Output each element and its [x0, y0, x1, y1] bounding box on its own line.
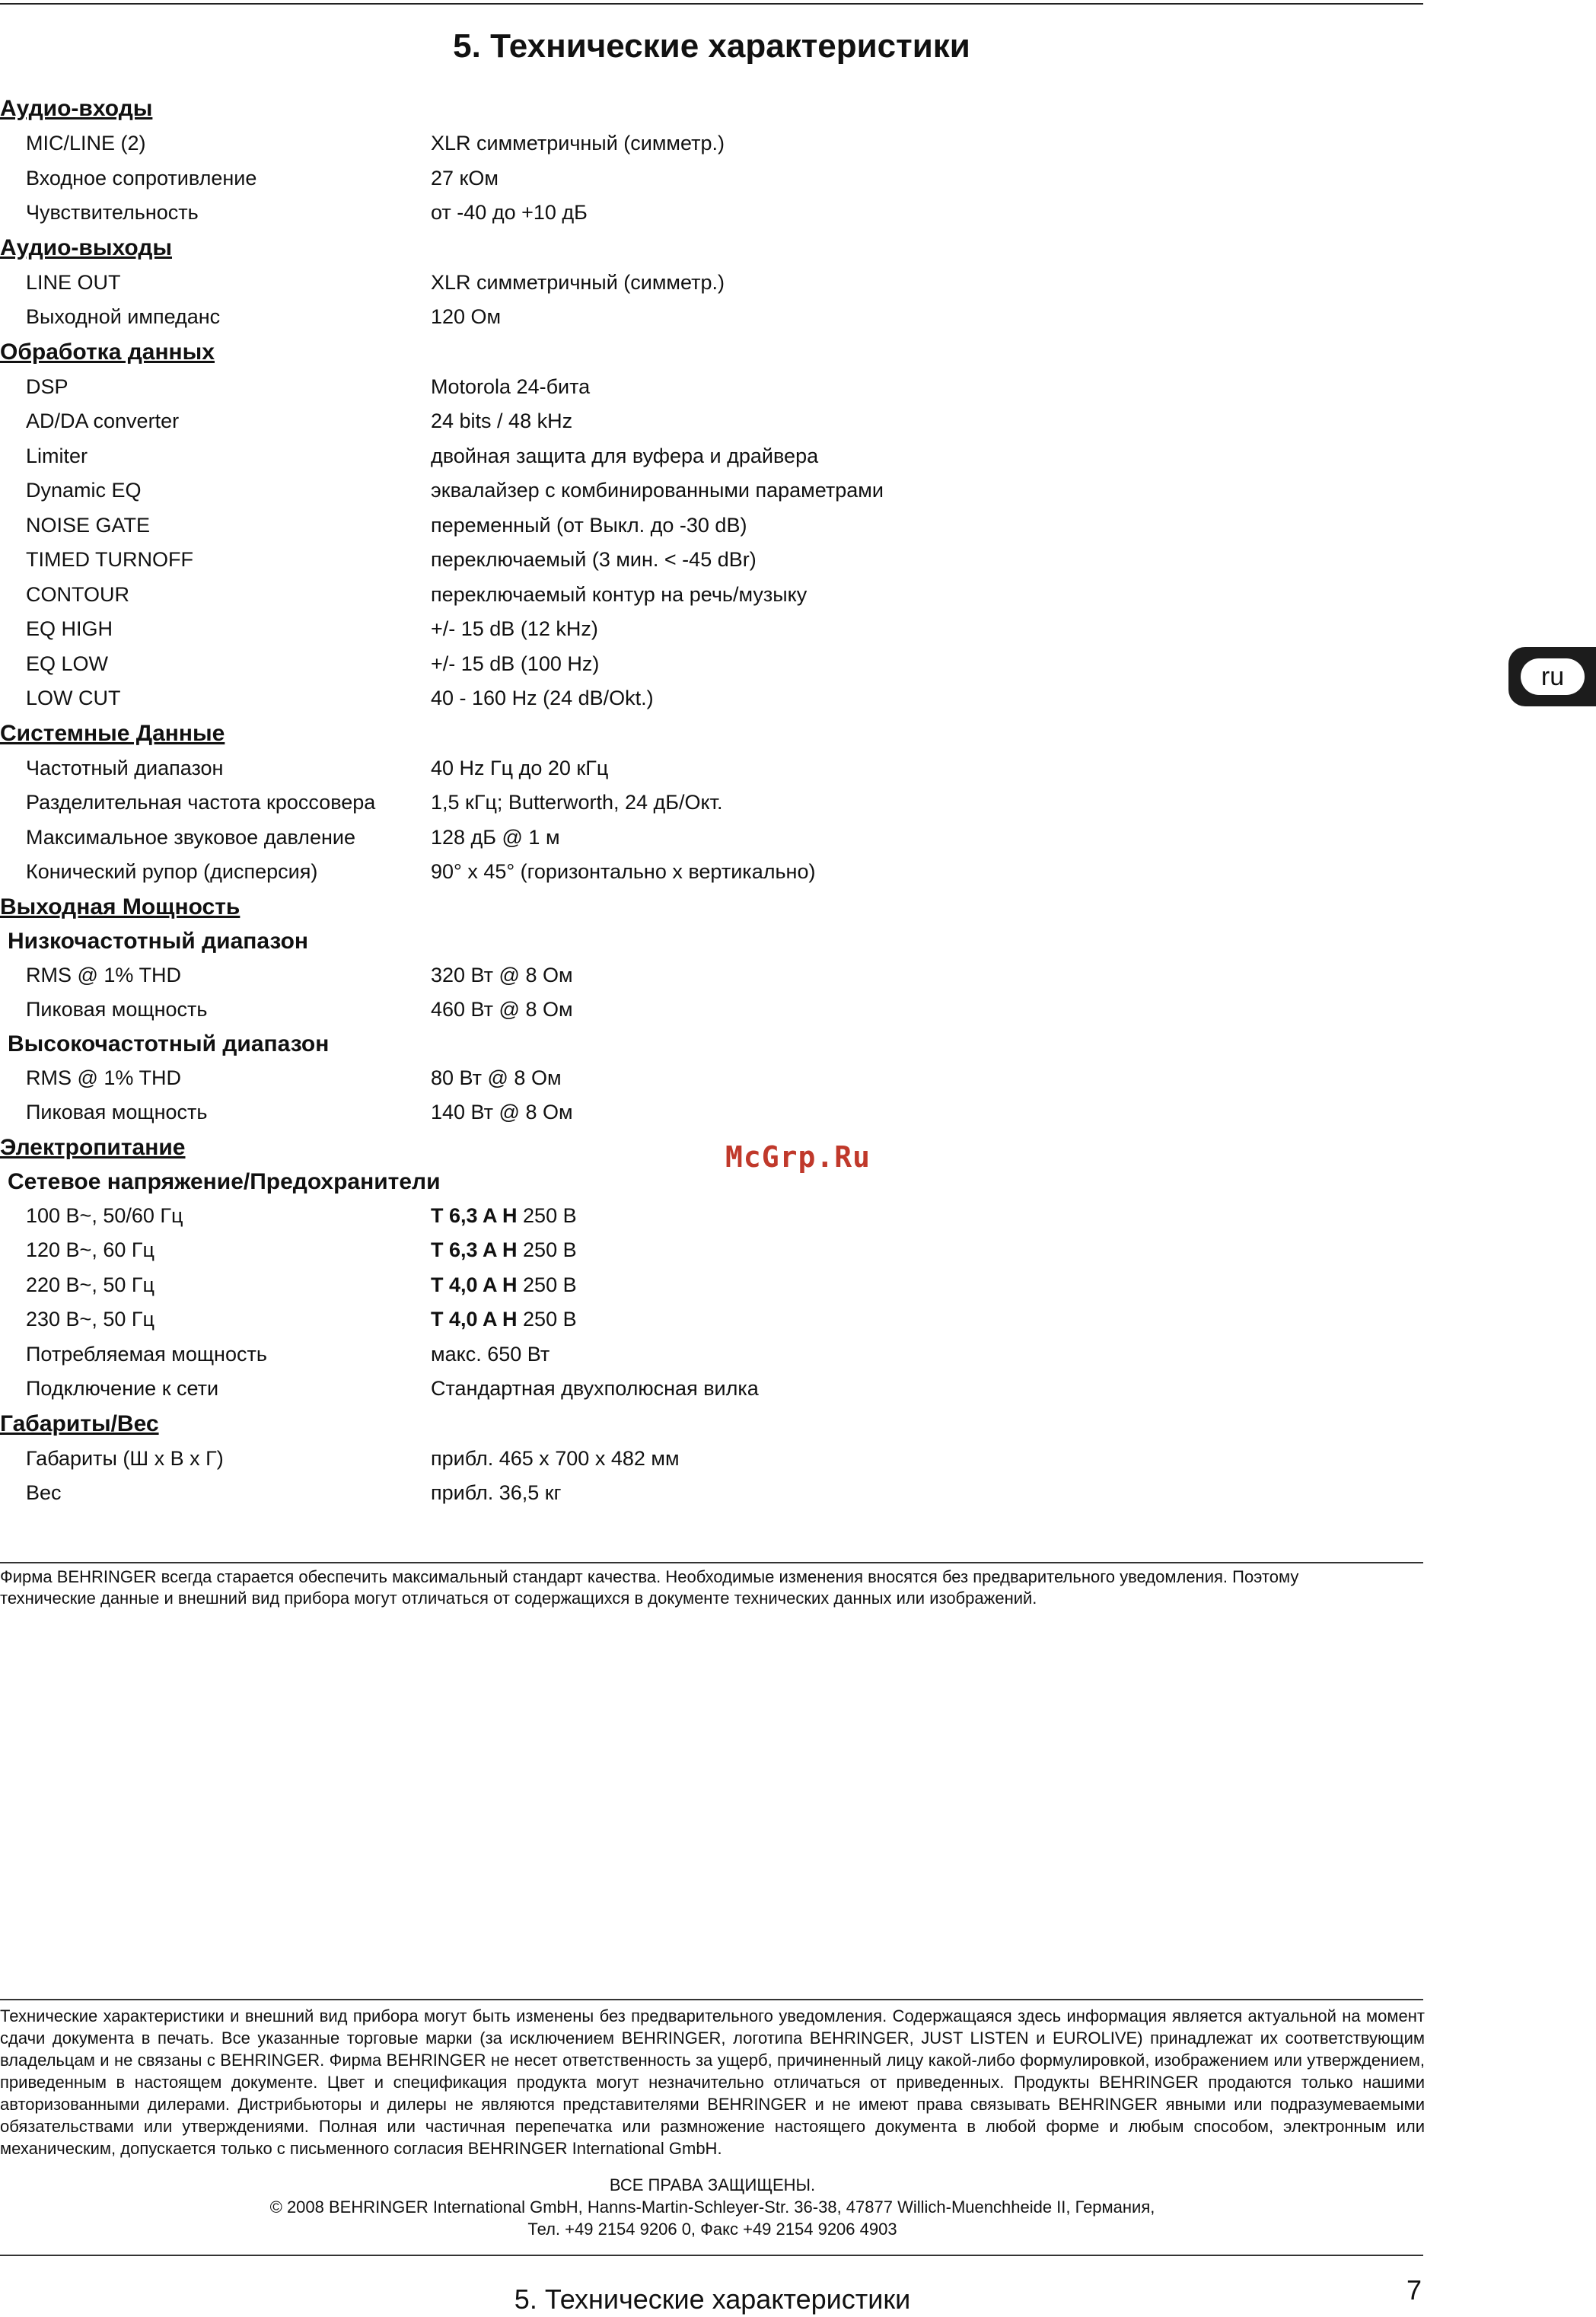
spec-value — [431, 993, 573, 1028]
spec-row — [0, 404, 1446, 439]
spec-value — [431, 508, 747, 543]
spec-label: LOW CUT — [26, 687, 121, 709]
spec-row — [0, 786, 1446, 821]
spec-value-text: макс. 650 Вт — [431, 1342, 550, 1366]
spec-value — [431, 266, 725, 301]
spec-row — [0, 439, 1446, 474]
spec-value-text: 120 Ом — [431, 305, 502, 328]
spec-row — [0, 543, 1446, 578]
spec-row — [0, 1199, 1446, 1234]
spec-value-text: 80 Вт @ 8 Ом — [431, 1066, 562, 1089]
spec-row — [0, 993, 1446, 1028]
spec-label: Чувствительность — [26, 201, 199, 224]
spec-value — [431, 1372, 759, 1407]
page-number: 7 — [1406, 2274, 1422, 2306]
quality-note — [0, 1566, 1425, 1609]
spec-value — [431, 300, 501, 335]
spec-value-bold: T 6,3 A H — [431, 1203, 518, 1227]
spec-value-bold: T 4,0 A H — [431, 1308, 518, 1331]
spec-label: Выходной импеданс — [26, 305, 221, 328]
spec-row — [0, 681, 1446, 716]
spec-value — [431, 543, 757, 578]
spec-row — [0, 612, 1446, 647]
spec-value-text: переменный (от Выкл. до -30 dB) — [431, 513, 747, 537]
spec-value-text: 250 В — [517, 1203, 577, 1227]
spec-value — [431, 439, 818, 474]
subsection-heading: Высокочастотный диапазон — [8, 1031, 330, 1057]
spec-value — [431, 404, 572, 439]
spec-label: Limiter — [26, 444, 88, 467]
spec-row — [0, 1372, 1446, 1407]
spec-label: MIC/LINE (2) — [26, 132, 146, 155]
spec-value-text: 24 bits / 48 kHz — [431, 410, 573, 432]
spec-value — [431, 958, 573, 993]
page-title: 5. Технические характеристики — [453, 27, 970, 65]
spec-value — [431, 751, 608, 786]
spec-label: TIMED TURNOFF — [26, 548, 193, 571]
subsection-heading: Сетевое напряжение/Предохранители — [8, 1168, 441, 1194]
note-line: технические данные и внешний вид прибора могут отличаться от содержащихся в документе технических данных или изображений. — [0, 1589, 1037, 1608]
spec-value-text: 90° x 45° (горизонтально x вертикально) — [431, 860, 816, 883]
section-heading: Аудио-выходы — [0, 234, 172, 260]
spec-value-text: 40 - 160 Hz (24 dB/Okt.) — [431, 687, 654, 709]
footer-title: 5. Технические характеристики — [514, 2284, 911, 2315]
spec-value-text: Стандартная двухполюсная вилка — [431, 1377, 759, 1400]
spec-value — [431, 1199, 577, 1234]
spec-value-bold: T 6,3 A H — [431, 1238, 518, 1261]
spec-label: AD/DA converter — [26, 410, 180, 432]
spec-value-text: 140 Вт @ 8 Ом — [431, 1101, 573, 1123]
spec-label: 220 В~, 50 Гц — [26, 1273, 155, 1296]
copyright-line: © 2008 BEHRINGER International GmbH, Hanns-Martin-Schleyer-Str. 36-38, 47877 Willich-Muenchheide II, Германия, — [269, 2197, 1155, 2217]
copyright-line: Тел. +49 2154 9206 0, Факс +49 2154 9206 4903 — [527, 2220, 897, 2239]
spec-row — [0, 578, 1446, 613]
spec-value — [431, 1095, 573, 1130]
copyright-block — [0, 2174, 1425, 2240]
spec-label: Частотный диапазон — [26, 756, 224, 779]
spec-label: Пиковая мощность — [26, 998, 208, 1021]
spec-value-text: 320 Вт @ 8 Ом — [431, 963, 573, 986]
spec-label: Потребляемая мощность — [26, 1342, 267, 1366]
section-heading: Системные Данные — [0, 720, 225, 746]
spec-value-text: от -40 до +10 дБ — [431, 201, 588, 224]
spec-label: EQ HIGH — [26, 617, 113, 640]
section-heading: Аудио-входы — [0, 96, 153, 121]
spec-value — [431, 161, 499, 196]
spec-label: Пиковая мощность — [26, 1101, 208, 1123]
top-rule — [0, 3, 1423, 5]
spec-value-text: XLR симметричный (симметр.) — [431, 270, 725, 294]
spec-value-bold: T 4,0 A H — [431, 1273, 518, 1296]
spec-value-text: переключаемый (3 мин. < -45 dBr) — [431, 548, 757, 571]
spec-value-text: 40 Hz Гц до 20 кГц — [431, 756, 609, 779]
spec-label: RMS @ 1% THD — [26, 963, 181, 986]
section-heading: Электропитание — [0, 1134, 186, 1160]
spec-value — [431, 786, 723, 821]
spec-value-text: +/- 15 dB (100 Hz) — [431, 652, 600, 675]
spec-value — [431, 1337, 550, 1372]
spec-value-text: двойная защита для вуфера и драйвера — [431, 444, 819, 467]
watermark: McGrp.Ru — [725, 1140, 871, 1174]
spec-value-text: переключаемый контур на речь/музыку — [431, 582, 808, 606]
spec-value — [431, 647, 599, 682]
spec-value-text: XLR симметричный (симметр.) — [431, 132, 725, 155]
spec-value-text: 250 В — [517, 1238, 577, 1261]
spec-value — [431, 1302, 577, 1337]
spec-value-text: эквалайзер с комбинированными параметрами — [431, 479, 884, 502]
spec-label: EQ LOW — [26, 652, 109, 675]
spec-label: CONTOUR — [26, 582, 130, 606]
spec-value — [431, 196, 588, 231]
spec-row — [0, 958, 1446, 993]
copyright-line: ВСЕ ПРАВА ЗАЩИЩЕНЫ. — [609, 2175, 816, 2194]
spec-row — [0, 1095, 1446, 1130]
spec-row — [0, 196, 1446, 231]
spec-row — [0, 1233, 1446, 1268]
spec-value-text: 128 дБ @ 1 м — [431, 825, 560, 849]
spec-row — [0, 161, 1446, 196]
spec-row — [0, 821, 1446, 856]
note-rule — [0, 1562, 1423, 1563]
spec-value — [431, 370, 590, 405]
spec-row — [0, 647, 1446, 682]
subsection-heading: Низкочастотный диапазон — [8, 928, 309, 954]
spec-label: Конический рупор (дисперсия) — [26, 860, 318, 883]
spec-value-text: 27 кОм — [431, 166, 499, 190]
spec-value — [431, 681, 654, 716]
spec-label: 230 В~, 50 Гц — [26, 1308, 155, 1331]
spec-row — [0, 473, 1446, 508]
spec-label: Максимальное звуковое давление — [26, 825, 355, 849]
spec-value — [431, 1476, 561, 1511]
spec-row — [0, 508, 1446, 543]
spec-row — [0, 1442, 1446, 1477]
spec-row — [0, 1302, 1446, 1337]
spec-label: LINE OUT — [26, 270, 121, 294]
spec-label: Dynamic EQ — [26, 479, 142, 502]
language-tab-label: ru — [1521, 658, 1585, 695]
spec-value — [431, 821, 560, 856]
spec-label: NOISE GATE — [26, 513, 151, 537]
section-heading: Выходная Мощность — [0, 894, 241, 919]
note-line: Фирма BEHRINGER всегда старается обеспечить максимальный стандарт качества. Необходимые изменения вносятся без предварительного уведомления. Поэтому — [0, 1567, 1299, 1586]
spec-value-text: 460 Вт @ 8 Ом — [431, 998, 573, 1021]
spec-row — [0, 300, 1446, 335]
footer-rule — [0, 2255, 1423, 2256]
spec-row — [0, 1268, 1446, 1303]
spec-label: 100 В~, 50/60 Гц — [26, 1203, 183, 1227]
spec-row — [0, 1061, 1446, 1096]
spec-label: RMS @ 1% THD — [26, 1066, 181, 1089]
spec-value — [431, 1268, 577, 1303]
spec-value-text: 250 В — [517, 1273, 577, 1296]
legal-text: Технические характеристики и внешний вид прибора могут быть изменены без предварительного уведомления. Содержащаяся здесь информация является актуальной на момент сдачи документа в печать. Все указанные торговые марки (за исключением BEHRINGER, логотипа BEHRINGER, JUST LISTEN и EUROLIVE) принадлежат их соответствующим владельцам и не связаны с BEHRINGER. Фирма BEHRINGER не несет ответственность за ущерб, причиненный лицу какой-либо формулировкой, изображением или утверждением, приведенным в настоящем документе. Цвет и спецификация продукта могут незначительно отличаться от приведенных. Продукты BEHRINGER продаются только нашими авторизованными дилерами. Дистрибьюторы и дилеры не являются представителями BEHRINGER и не имеют права связывать BEHRINGER явными или подразумеваемыми обязательствами или утверждениями. Полная или частичная перепечатка или размножение настоящего документа в любой форме и любым способом, электронным или механическим, допускается только с письменного согласия BEHRINGER International GmbH. — [0, 2006, 1425, 2158]
spec-row — [0, 855, 1446, 890]
spec-value-text: прибл. 36,5 кг — [431, 1481, 562, 1504]
spec-label: 120 В~, 60 Гц — [26, 1238, 155, 1261]
spec-row — [0, 1476, 1446, 1511]
spec-label: Вес — [26, 1481, 62, 1504]
spec-row — [0, 1337, 1446, 1372]
spec-value — [431, 1061, 562, 1096]
spec-label: Входное сопротивление — [26, 166, 257, 190]
spec-value-text: +/- 15 dB (12 kHz) — [431, 617, 598, 640]
spec-value — [431, 855, 815, 890]
spec-label: Габариты (Ш x В x Г) — [26, 1446, 224, 1470]
language-tab — [1508, 647, 1596, 706]
spec-label: DSP — [26, 374, 68, 398]
spec-value-text: 250 В — [517, 1308, 577, 1331]
spec-value — [431, 578, 807, 613]
spec-value — [431, 126, 725, 161]
spec-value-text: прибл. 465 x 700 x 482 мм — [431, 1446, 680, 1470]
spec-row — [0, 266, 1446, 301]
spec-value — [431, 612, 598, 647]
spec-value — [431, 1442, 680, 1477]
spec-row — [0, 370, 1446, 405]
spec-label: Подключение к сети — [26, 1377, 219, 1400]
spec-row — [0, 751, 1446, 786]
section-heading: Обработка данных — [0, 339, 215, 365]
legal-rule — [0, 1999, 1423, 2000]
section-heading: Габариты/Вес — [0, 1410, 159, 1436]
spec-table — [0, 91, 1446, 1511]
spec-value — [431, 473, 884, 508]
spec-row — [0, 126, 1446, 161]
spec-label: Разделительная частота кроссовера — [26, 791, 376, 814]
spec-value-text: Motorola 24-бита — [431, 374, 591, 398]
spec-value — [431, 1233, 577, 1268]
spec-value-text: 1,5 кГц; Butterworth, 24 дБ/Окт. — [431, 791, 723, 814]
